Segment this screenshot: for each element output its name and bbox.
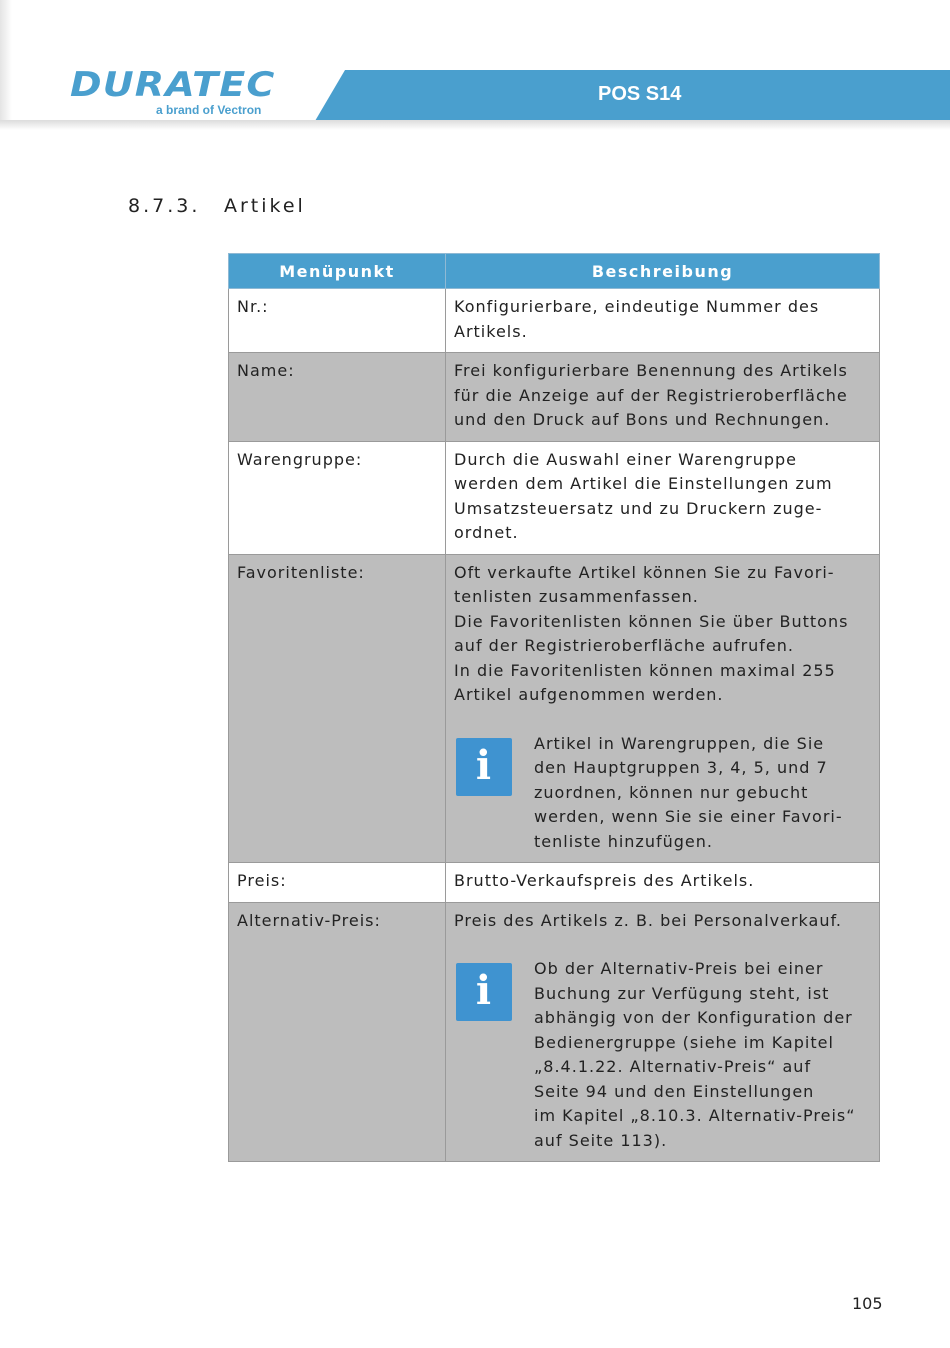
table-row bbox=[229, 554, 880, 863]
description-line: für die Anzeige auf der Registrieroberfläche bbox=[454, 385, 848, 405]
row-label: Nr.: bbox=[229, 289, 446, 353]
description-line: ordnet. bbox=[454, 523, 519, 542]
note-line: Ob der Alternativ-Preis bei einer bbox=[534, 959, 824, 978]
info-note bbox=[454, 732, 871, 855]
header-shadow bbox=[0, 120, 950, 130]
table-row bbox=[229, 441, 880, 554]
description-line: und den Druck auf Bons und Rechnungen. bbox=[454, 410, 831, 429]
info-icon-glyph: i bbox=[475, 967, 493, 1014]
row-description bbox=[446, 441, 880, 554]
note-line: im Kapitel „8.10.3. Alternativ-Preis“ bbox=[534, 1106, 856, 1125]
description-line: Artikel aufgenommen werden. bbox=[454, 685, 724, 704]
section-title: Artikel bbox=[224, 195, 306, 217]
note-line: abhängig von der Konfiguration der bbox=[534, 1008, 853, 1027]
note-line: werden, wenn Sie sie einer Favori- bbox=[534, 807, 843, 826]
info-note-text bbox=[534, 957, 856, 1153]
table-row bbox=[229, 289, 880, 353]
description-line: tenlisten zusammenfassen. bbox=[454, 587, 699, 606]
note-line: Seite 94 und den Einstellungen bbox=[534, 1081, 815, 1101]
description-line: In die Favoritenlisten können maximal 255 bbox=[454, 660, 836, 680]
table-row bbox=[229, 902, 880, 1162]
row-label: Warengruppe: bbox=[229, 441, 446, 554]
info-icon-glyph: i bbox=[475, 741, 493, 789]
column-header-menuepunkt: Menüpunkt bbox=[229, 254, 446, 289]
note-line: „8.4.1.22. Alternativ-Preis“ auf bbox=[534, 1057, 812, 1076]
menu-table bbox=[228, 253, 880, 1162]
section-number: 8.7.3. bbox=[128, 195, 201, 217]
info-note-text bbox=[534, 732, 843, 855]
section-heading bbox=[128, 195, 306, 217]
product-title: POS S14 bbox=[598, 83, 682, 105]
note-line: den Hauptgruppen 3, 4, 5, und 7 bbox=[534, 758, 828, 777]
info-icon bbox=[456, 738, 512, 796]
note-line: Bedienergruppe (siehe im Kapitel bbox=[534, 1032, 834, 1052]
row-description bbox=[446, 863, 880, 903]
description-line: Die Favoritenlisten können Sie über Buttons bbox=[454, 611, 849, 631]
page-number: 105 bbox=[852, 1294, 883, 1313]
table-row bbox=[229, 863, 880, 903]
row-label: Favoritenliste: bbox=[229, 554, 446, 863]
logo-subtitle: a brand of Vectron bbox=[156, 103, 262, 117]
row-description bbox=[446, 554, 880, 863]
note-line: auf Seite 113). bbox=[534, 1130, 668, 1150]
duratec-logo bbox=[70, 65, 300, 120]
note-line: Buchung zur Verfügung steht, ist bbox=[534, 983, 830, 1003]
description-line: Artikels. bbox=[454, 321, 528, 341]
description-line: auf der Registrieroberfläche aufrufen. bbox=[454, 636, 794, 655]
description-line: Preis des Artikels z. B. bei Personalverkauf. bbox=[454, 910, 843, 930]
note-line: zuordnen, können nur gebucht bbox=[534, 782, 809, 802]
row-label: Name: bbox=[229, 353, 446, 442]
info-icon bbox=[456, 963, 512, 1021]
row-label: Preis: bbox=[229, 863, 446, 903]
description-line: Brutto-Verkaufspreis des Artikels. bbox=[454, 871, 755, 890]
row-label: Alternativ-Preis: bbox=[229, 902, 446, 1162]
description-line: werden dem Artikel die Einstellungen zum bbox=[454, 474, 833, 493]
note-line: Artikel in Warengruppen, die Sie bbox=[534, 733, 825, 753]
table-header-row bbox=[229, 254, 880, 289]
row-description bbox=[446, 289, 880, 353]
row-description bbox=[446, 902, 880, 1162]
note-line: tenliste hinzufügen. bbox=[534, 831, 713, 851]
description-line: Umsatzsteuersatz und zu Druckern zuge- bbox=[454, 498, 823, 518]
description-line: Durch die Auswahl einer Warengruppe bbox=[454, 449, 798, 469]
logo-wordmark: DURATEC bbox=[70, 65, 276, 105]
info-note bbox=[454, 957, 871, 1153]
description-line: Oft verkaufte Artikel können Sie zu Favori- bbox=[454, 562, 835, 582]
description-line: Frei konfigurierbare Benennung des Artikels bbox=[454, 361, 848, 380]
row-description bbox=[446, 353, 880, 442]
column-header-beschreibung: Beschreibung bbox=[446, 254, 880, 289]
description-line: Konfigurierbare, eindeutige Nummer des bbox=[454, 297, 820, 316]
table-row bbox=[229, 353, 880, 442]
